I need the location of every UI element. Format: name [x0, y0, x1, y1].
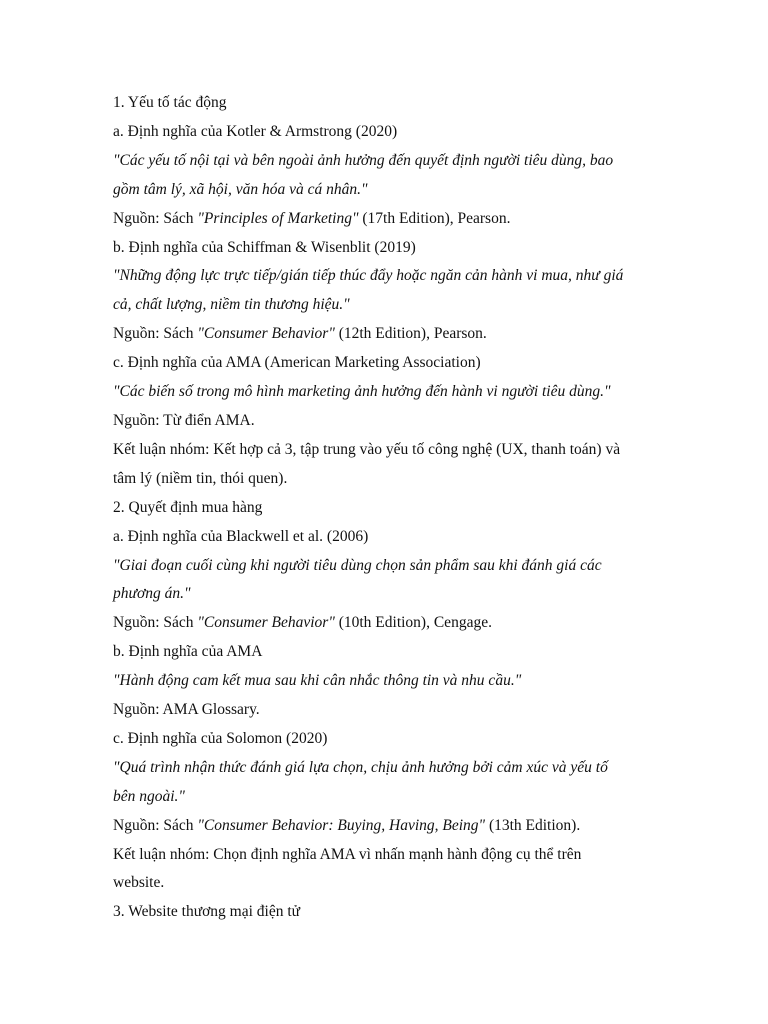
text-segment: Nguồn: Sách	[113, 816, 198, 834]
text-line	[113, 523, 673, 552]
text-line	[113, 494, 673, 523]
text-segment: a. Định nghĩa của Kotler & Armstrong (2020)	[113, 122, 398, 140]
italic-text: "Những động lực trực tiếp/gián tiếp thúc đẩy hoặc ngăn cản hành vi mua, như giá	[113, 267, 624, 285]
text-segment: Nguồn: Sách	[113, 614, 198, 632]
text-line	[113, 783, 673, 812]
text-segment: Kết luận nhóm: Chọn định nghĩa AMA vì nhấn mạnh hành động cụ thể trên	[113, 845, 582, 863]
text-line	[113, 147, 673, 176]
text-segment: b. Định nghĩa của Schiffman & Wisenblit (2019)	[113, 238, 416, 256]
text-line	[113, 407, 673, 436]
italic-text: "Hành động cam kết mua sau khi cân nhắc thông tin và nhu cầu."	[113, 672, 522, 690]
text-segment: Nguồn: Sách	[113, 209, 198, 227]
text-line	[113, 754, 673, 783]
text-segment: Kết luận nhóm: Kết hợp cả 3, tập trung vào yếu tố công nghệ (UX, thanh toán) và	[113, 440, 621, 458]
text-line	[113, 349, 673, 378]
italic-text: "Consumer Behavior"	[197, 614, 335, 632]
text-line	[113, 176, 673, 205]
italic-text: "Quá trình nhận thức đánh giá lựa chọn, chịu ảnh hưởng bởi cảm xúc và yếu tố	[113, 758, 608, 776]
italic-text: bên ngoài."	[113, 787, 185, 805]
italic-text: "Các yếu tố nội tại và bên ngoài ảnh hưởng đến quyết định người tiêu dùng, bao	[113, 151, 614, 169]
text-line	[113, 812, 673, 841]
text-segment: Nguồn: Từ điển AMA.	[113, 411, 255, 429]
text-segment: website.	[113, 874, 165, 892]
text-segment: 3. Website thương mại điện tử	[113, 903, 301, 921]
text-line	[113, 869, 673, 898]
text-line	[113, 609, 673, 638]
italic-text: gồm tâm lý, xã hội, văn hóa và cá nhân."	[113, 180, 368, 198]
text-line	[113, 262, 673, 291]
text-segment: (10th Edition), Cengage.	[334, 614, 492, 632]
text-segment: b. Định nghĩa của AMA	[113, 643, 263, 661]
text-segment: Nguồn: AMA Glossary.	[113, 701, 260, 719]
text-line	[113, 291, 673, 320]
text-line	[113, 638, 673, 667]
italic-text: "Consumer Behavior: Buying, Having, Being"	[197, 816, 486, 834]
text-segment: a. Định nghĩa của Blackwell et al. (2006)	[113, 527, 369, 545]
text-line	[113, 320, 673, 349]
italic-text: "Principles of Marketing"	[197, 209, 359, 227]
text-segment: (12th Edition), Pearson.	[334, 325, 487, 343]
text-line	[113, 465, 673, 494]
text-segment: (17th Edition), Pearson.	[358, 209, 511, 227]
italic-text: "Các biến số trong mô hình marketing ảnh hưởng đến hành vi người tiêu dùng."	[113, 383, 611, 401]
text-line	[113, 436, 673, 465]
text-segment: c. Định nghĩa của Solomon (2020)	[113, 729, 328, 747]
document-body	[113, 89, 673, 927]
text-segment: c. Định nghĩa của AMA (American Marketing Association)	[113, 354, 481, 372]
text-line	[113, 234, 673, 263]
italic-text: "Consumer Behavior"	[197, 325, 335, 343]
text-segment: 1. Yếu tố tác động	[113, 94, 227, 111]
text-line	[113, 378, 673, 407]
text-line	[113, 667, 673, 696]
text-segment: tâm lý (niềm tin, thói quen).	[113, 469, 288, 487]
text-segment: Nguồn: Sách	[113, 325, 198, 343]
text-line	[113, 205, 673, 234]
text-line	[113, 89, 673, 118]
italic-text: phương án."	[113, 585, 191, 603]
italic-text: "Giai đoạn cuối cùng khi người tiêu dùng chọn sản phẩm sau khi đánh giá các	[113, 556, 602, 574]
italic-text: cả, chất lượng, niềm tin thương hiệu."	[113, 296, 350, 314]
text-line	[113, 696, 673, 725]
text-line	[113, 118, 673, 147]
text-line	[113, 841, 673, 870]
text-line	[113, 552, 673, 581]
text-line	[113, 725, 673, 754]
text-segment: (13th Edition).	[485, 816, 581, 834]
text-line	[113, 898, 673, 927]
text-segment: 2. Quyết định mua hàng	[113, 498, 263, 516]
text-line	[113, 580, 673, 609]
